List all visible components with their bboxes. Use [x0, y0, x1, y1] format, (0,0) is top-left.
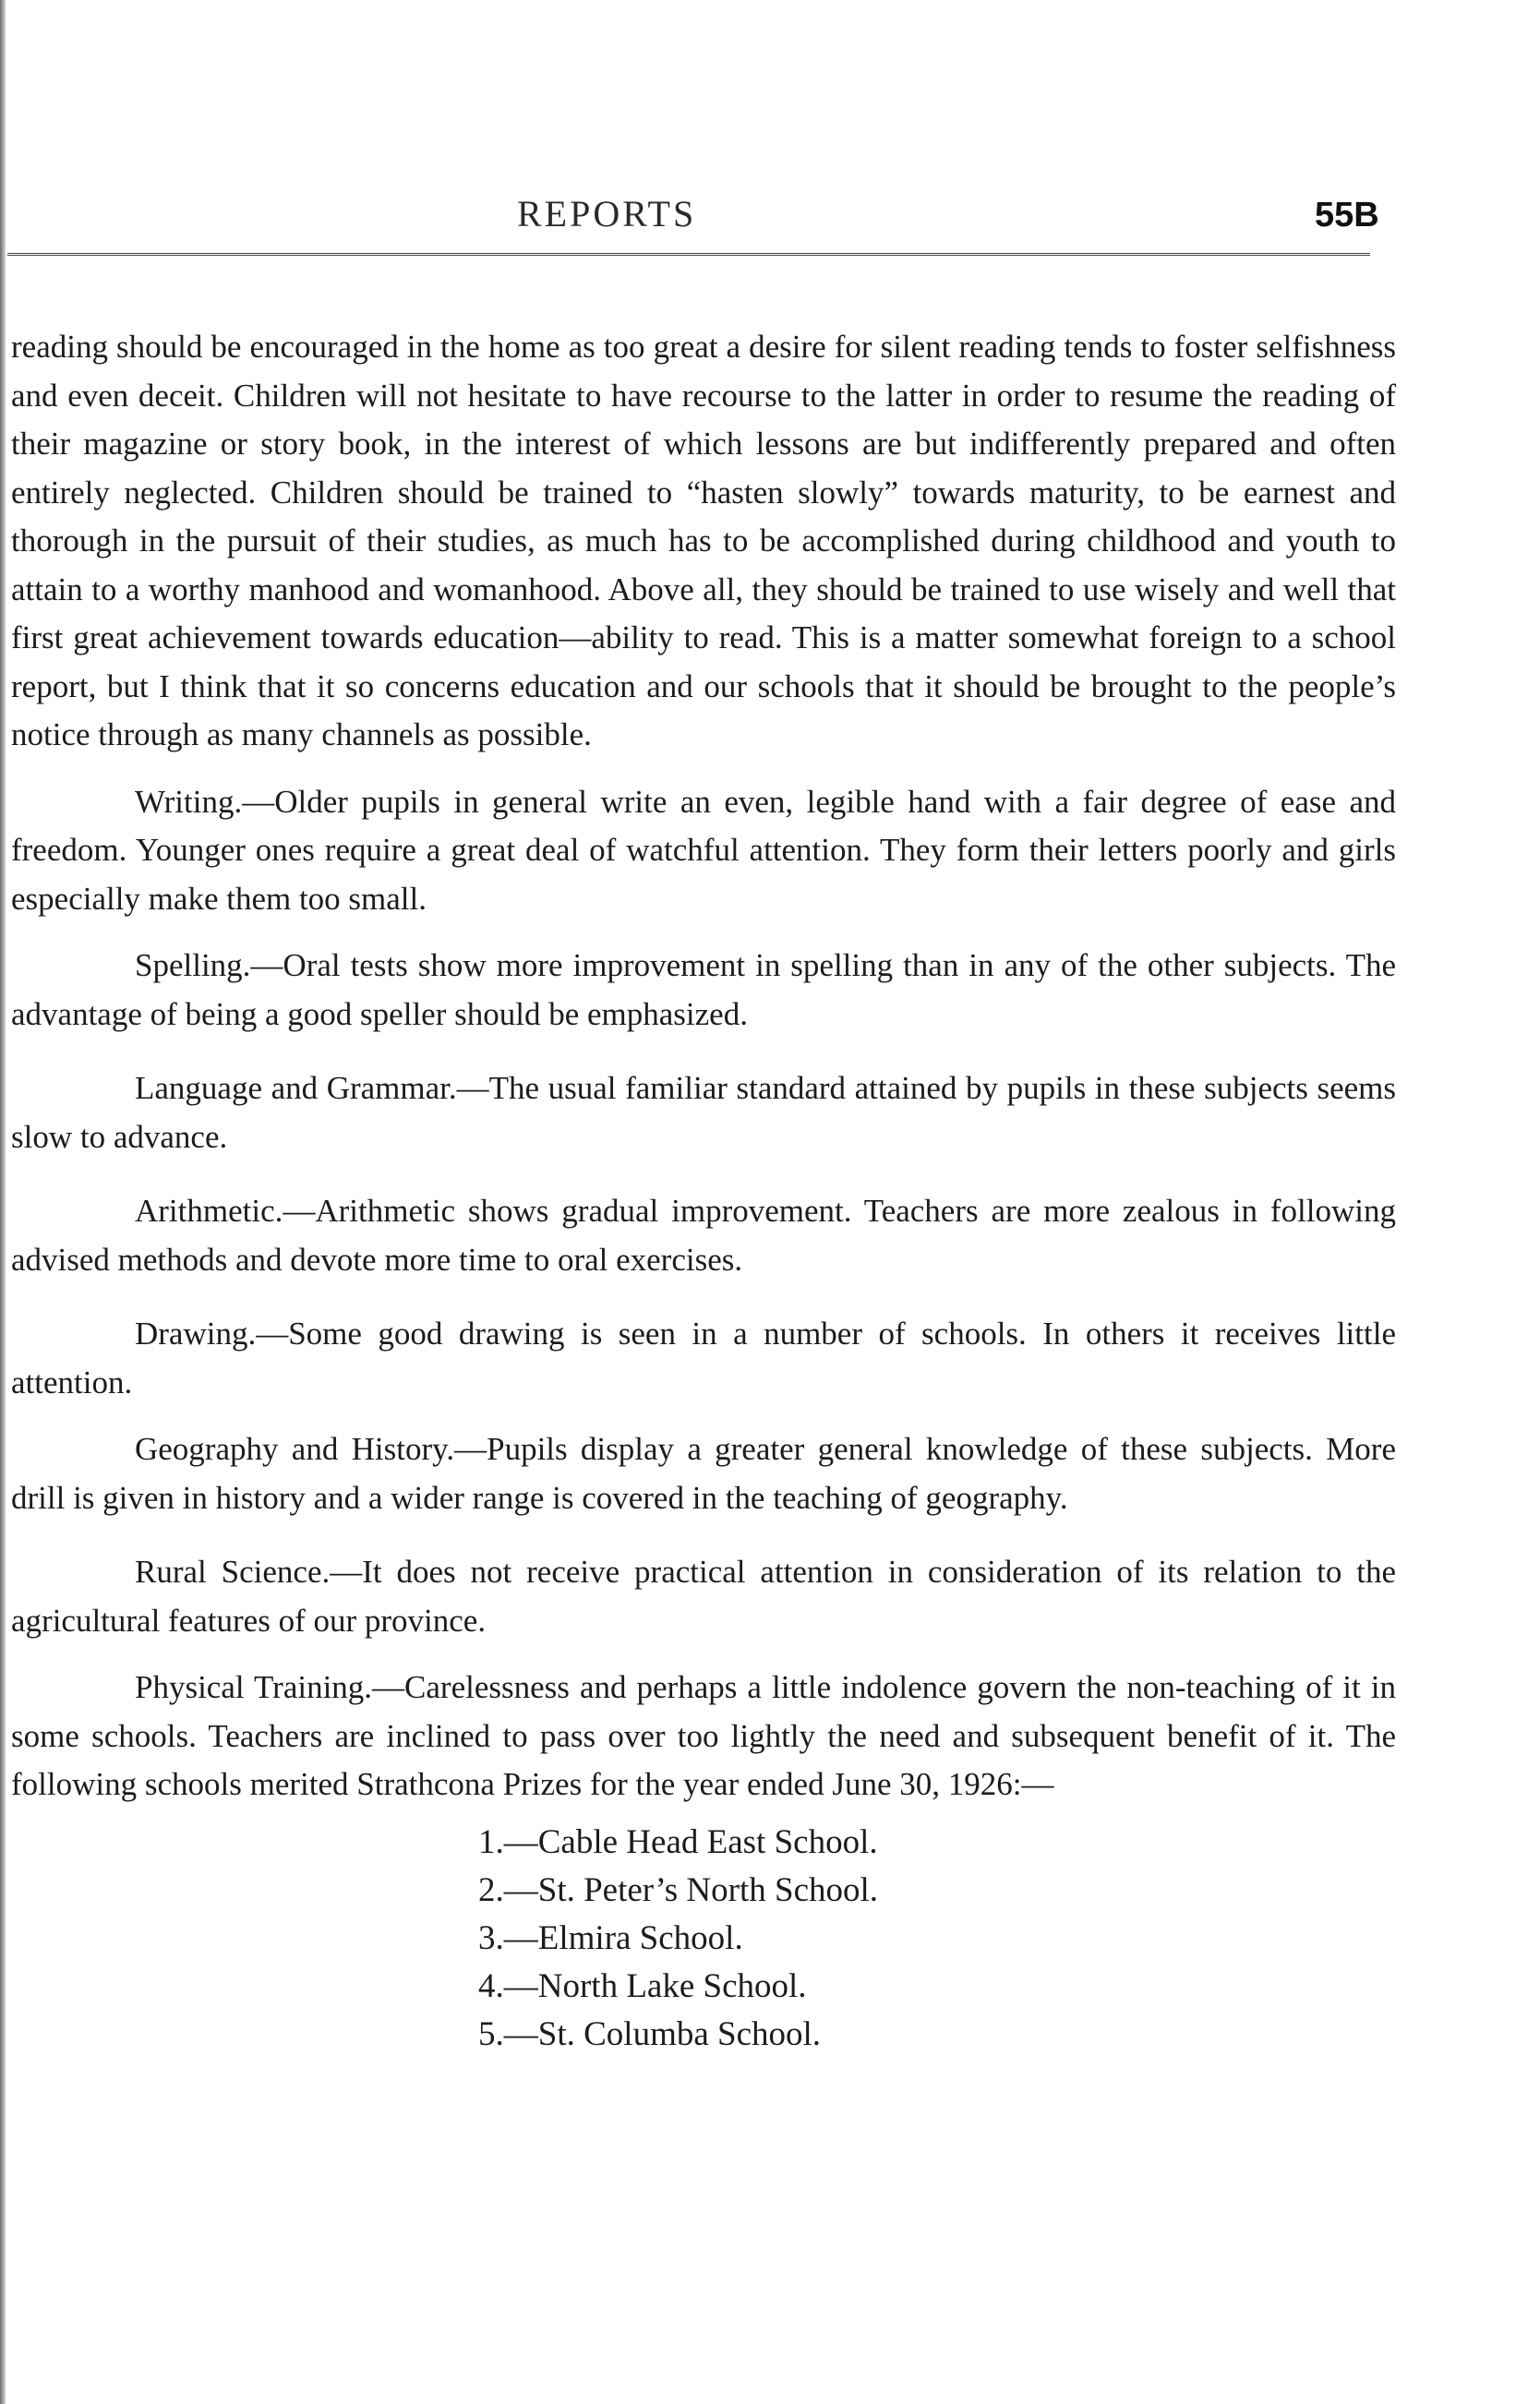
running-header: [0, 192, 1540, 247]
header-rule: [7, 253, 1370, 256]
list-item: 4.—North Lake School.: [478, 1966, 807, 2005]
section-arithmetic: Arithmetic.—Arithmetic shows gradual improvement. Teachers are more zealous in following advised methods and devote more time to oral exercises.: [11, 1193, 1396, 1278]
section-language-grammar: Language and Grammar.—The usual familiar standard attained by pupils in these subjects seems slow to advance.: [11, 1070, 1396, 1155]
list-item: 3.—Elmira School.: [478, 1918, 743, 1957]
section-writing: Writing.—Older pupils in general write an even, legible hand with a fair degree of ease and freedom. Younger ones require a great deal of watchful attention. They form their letters poorly and girls especially make them too small.: [11, 783, 1396, 917]
intro-paragraph: reading should be encouraged in the home as too great a desire for silent reading tends to foster selfishness and even deceit. Children will not hesitate to have recourse to the latter in order to resume the reading of their magazine or story book, in the interest of which lessons are but indifferently prepared and often entirely neglected. Children should be trained to “hasten slowly” towards maturity, to be earnest and thorough in the pursuit of their studies, as much has to be accomplished during childhood and youth to attain to a worthy manhood and womanhood. Above all, they should be trained to use wisely and well that first great achievement towards education—ability to read. This is a matter somewhat foreign to a school report, but I think that it so concerns education and our schools that it should be brought to the people’s notice through as many channels as possible.: [11, 329, 1396, 752]
list-item: 1.—Cable Head East School.: [478, 1822, 878, 1861]
list-item: 2.—St. Peter’s North School.: [478, 1870, 879, 1909]
section-geography-history: Geography and History.—Pupils display a greater general knowledge of these subjects. More drill is given in history and a wider range is covered in the teaching of geography.: [11, 1431, 1396, 1516]
prize-school-list: [11, 1819, 1396, 2059]
section-rural-science: Rural Science.—It does not receive practical attention in consideration of its relation to the agricultural features of our province.: [11, 1554, 1396, 1639]
running-title: REPORTS: [517, 193, 697, 234]
section-drawing: Drawing.—Some good drawing is seen in a number of schools. In others it receives little attention.: [11, 1316, 1396, 1400]
list-item: 5.—St. Columba School.: [478, 2014, 822, 2053]
page-edge-shadow: [0, 0, 6, 2404]
report-body: [11, 323, 1396, 2059]
page-number: 55B: [1315, 196, 1379, 234]
section-spelling: Spelling.—Oral tests show more improvement in spelling than in any of the other subjects. The advantage of being a good speller should be emphasized.: [11, 947, 1396, 1032]
section-physical-training: Physical Training.—Carelessness and perhaps a little indolence govern the non-teaching of it in some schools. Teachers are inclined to pass over too lightly the need and subsequent benefit of it. The following schools merited Strathcona Prizes for the year ended June 30, 1926:—: [11, 1669, 1396, 1802]
